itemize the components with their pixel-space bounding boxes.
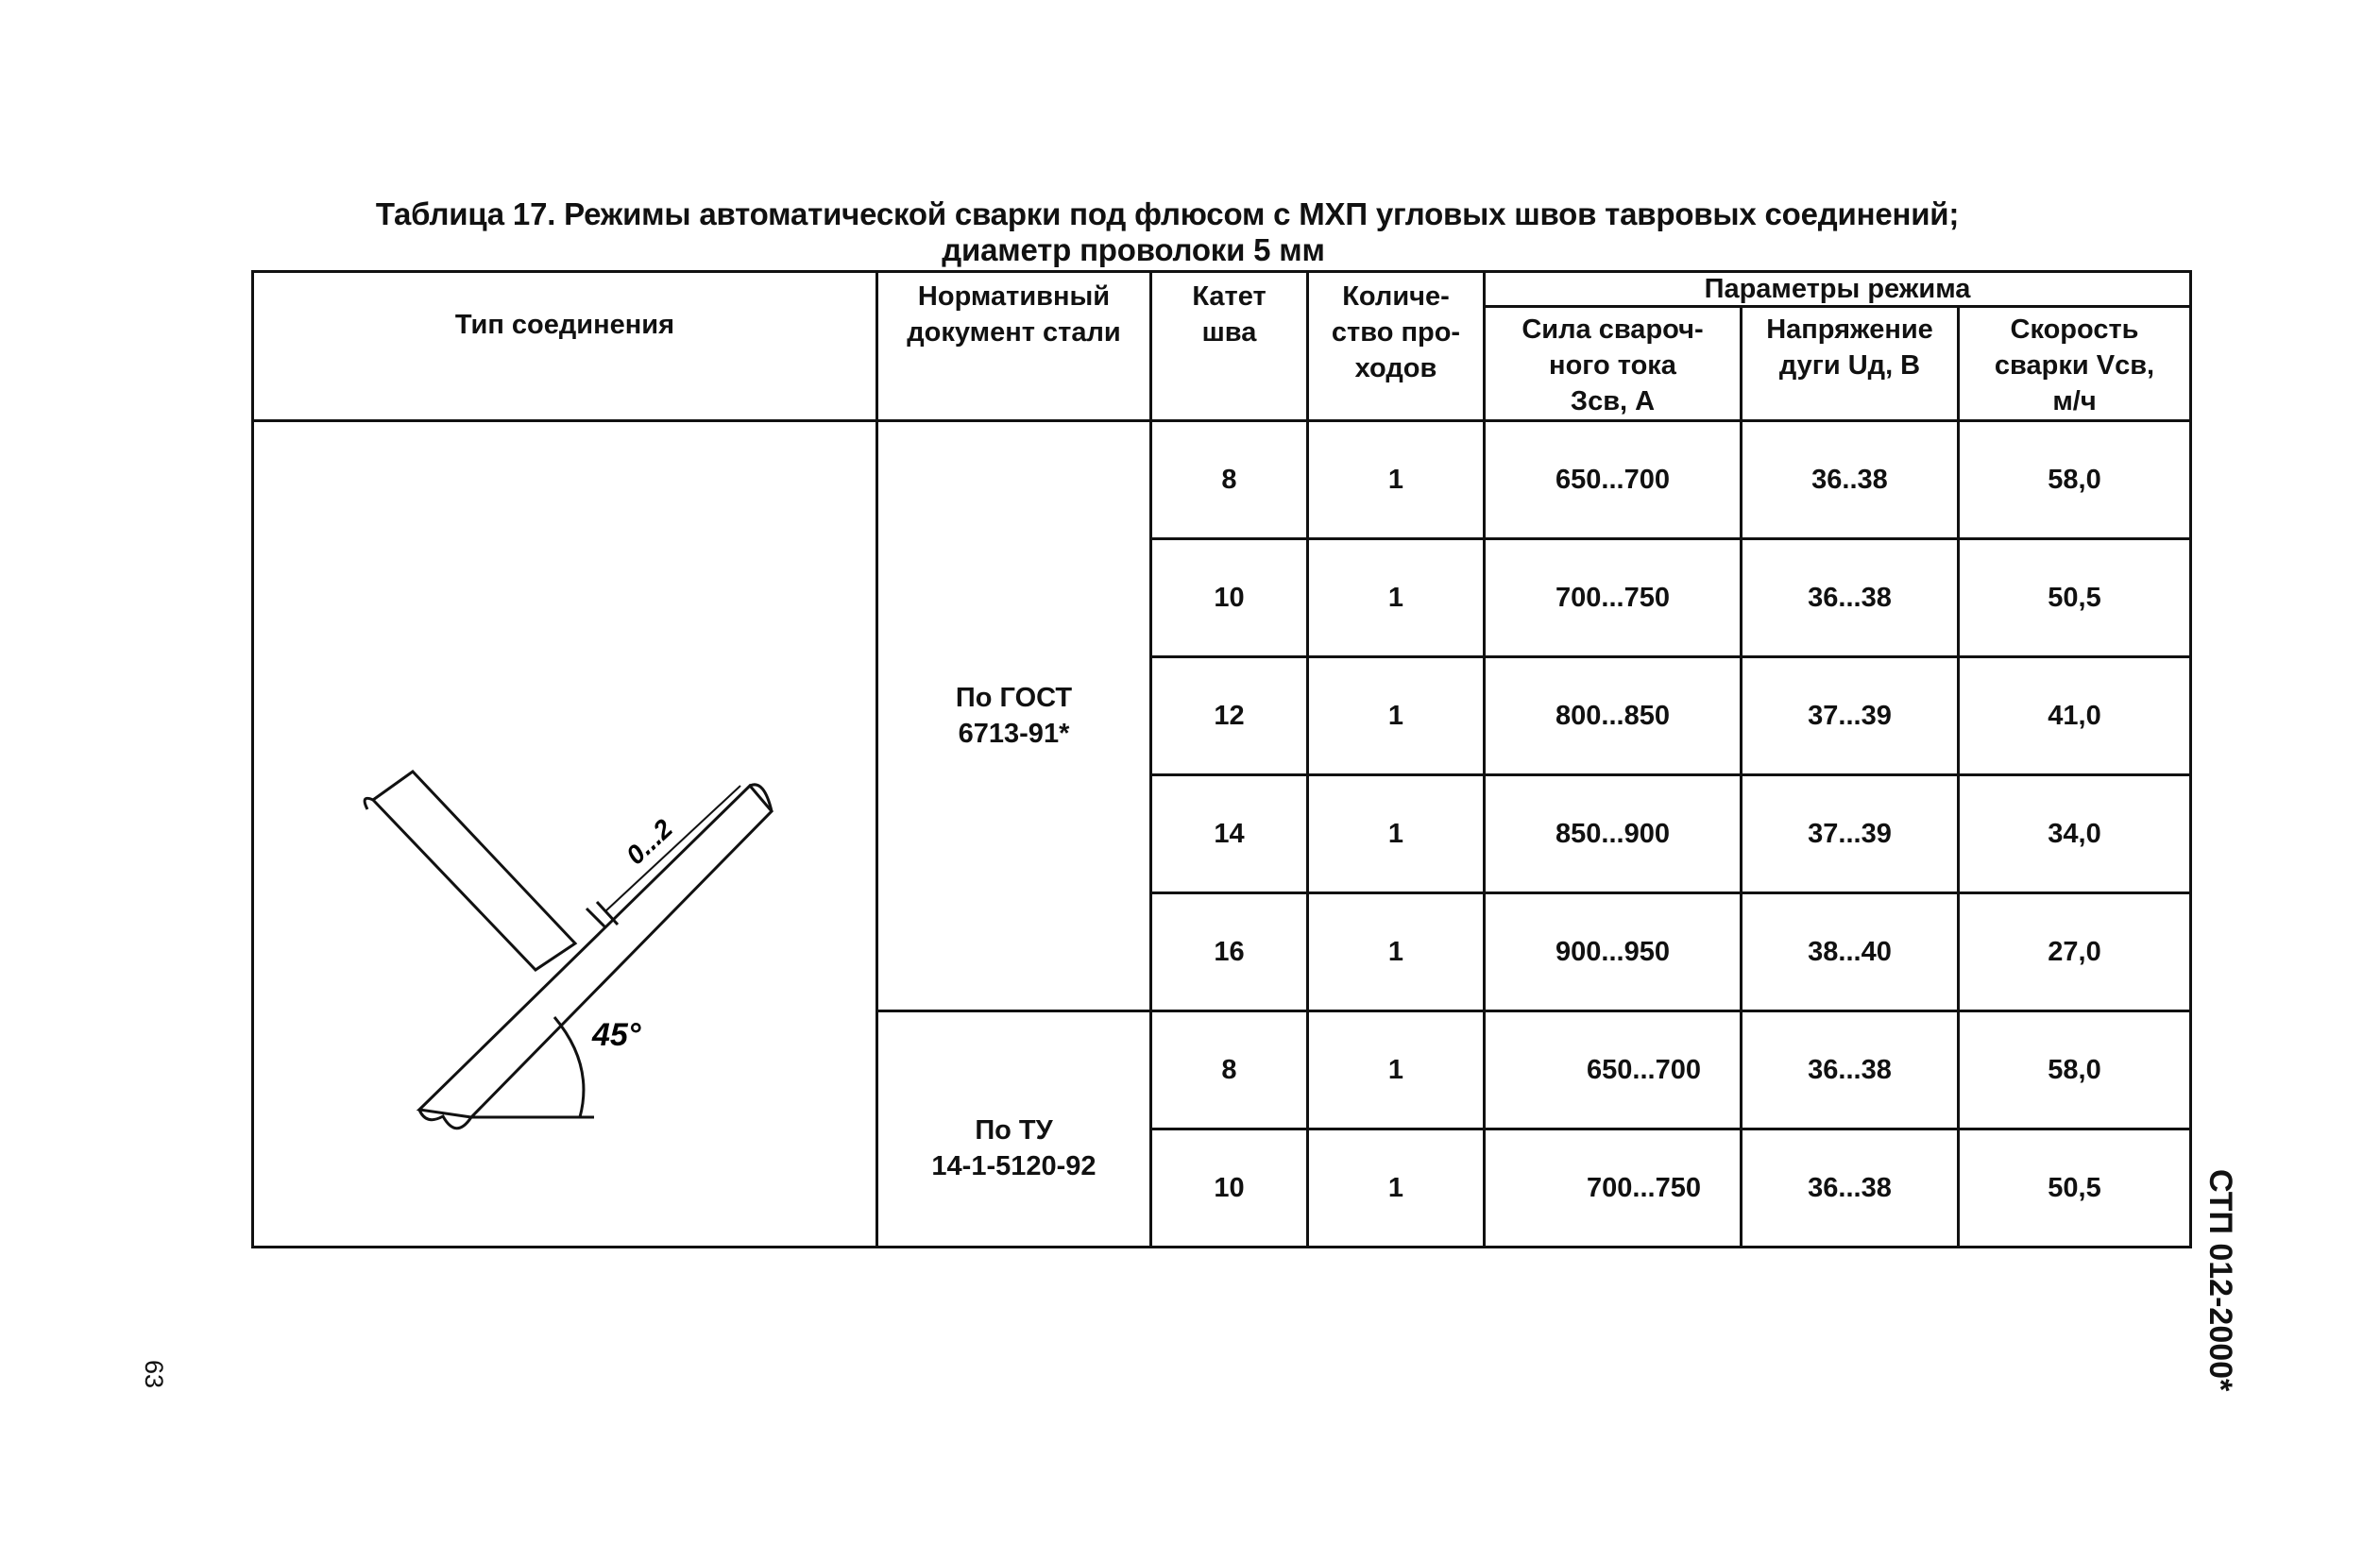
- header-current: Сила свароч- ного тока Зсв, А: [1485, 307, 1742, 421]
- cell-speed: 50,5: [1959, 1129, 2191, 1248]
- cell-passes: 1: [1308, 539, 1485, 657]
- cell-voltage: 36...38: [1742, 1129, 1959, 1248]
- cell-leg: 8: [1151, 1011, 1308, 1129]
- cell-voltage: 36..38: [1742, 421, 1959, 539]
- web-plate: [373, 772, 575, 970]
- table-row: [253, 421, 2191, 539]
- cell-current: 700...750: [1485, 1129, 1742, 1248]
- cell-speed: 50,5: [1959, 539, 2191, 657]
- cell-passes: 1: [1308, 657, 1485, 775]
- cell-speed: 41,0: [1959, 657, 2191, 775]
- cell-passes: 1: [1308, 421, 1485, 539]
- cell-leg: 8: [1151, 421, 1308, 539]
- header-leg: Катет шва: [1151, 272, 1308, 421]
- cell-leg: 12: [1151, 657, 1308, 775]
- tee-joint-drawing: [254, 422, 878, 1234]
- cell-speed: 34,0: [1959, 775, 2191, 893]
- cell-leg: 10: [1151, 1129, 1308, 1248]
- cell-voltage: 36...38: [1742, 1011, 1959, 1129]
- cell-current: 800...850: [1485, 657, 1742, 775]
- header-joint-type: Тип соединения: [253, 272, 877, 421]
- joint-drawing-cell: [253, 421, 877, 1248]
- header-norm-doc: Нормативный документ стали: [877, 272, 1151, 421]
- table-title: Таблица 17. Режимы автоматической сварки под флюсом с МХП угловых швов тавровых соединений;: [375, 196, 1960, 231]
- document-code: СТП 012-2000*: [2202, 1169, 2238, 1392]
- cell-leg: 10: [1151, 539, 1308, 657]
- header-passes: Количе- ство про- ходов: [1308, 272, 1485, 421]
- norm-doc-gost: По ГОСТ 6713-91*: [877, 421, 1151, 1011]
- cell-current: 850...900: [1485, 775, 1742, 893]
- gap-label: 0...2: [620, 813, 678, 871]
- welding-regime-table: [251, 270, 2192, 1248]
- header-params: Параметры режима: [1485, 272, 2191, 307]
- cell-speed: 27,0: [1959, 893, 2191, 1011]
- cell-passes: 1: [1308, 1129, 1485, 1248]
- page-number: 63: [140, 1360, 168, 1389]
- header-voltage: Напряжение дуги Uд, В: [1742, 307, 1959, 421]
- table-subtitle: диаметр проволоки 5 мм: [942, 232, 1325, 267]
- cell-current: 650...700: [1485, 1011, 1742, 1129]
- cell-speed: 58,0: [1959, 1011, 2191, 1129]
- cell-passes: 1: [1308, 893, 1485, 1011]
- cell-voltage: 37...39: [1742, 775, 1959, 893]
- cell-passes: 1: [1308, 775, 1485, 893]
- angle-arc: [554, 1017, 584, 1117]
- cell-current: 650...700: [1485, 421, 1742, 539]
- cell-current: 900...950: [1485, 893, 1742, 1011]
- cell-voltage: 37...39: [1742, 657, 1959, 775]
- cell-voltage: 38...40: [1742, 893, 1959, 1011]
- cell-passes: 1: [1308, 1011, 1485, 1129]
- cell-current: 700...750: [1485, 539, 1742, 657]
- header-speed: Скорость сварки Vсв, м/ч: [1959, 307, 2191, 421]
- cell-speed: 58,0: [1959, 421, 2191, 539]
- angle-label: 45°: [592, 1017, 641, 1053]
- cell-voltage: 36...38: [1742, 539, 1959, 657]
- norm-doc-tu: По ТУ 14-1-5120-92: [877, 1011, 1151, 1248]
- cell-leg: 16: [1151, 893, 1308, 1011]
- cell-leg: 14: [1151, 775, 1308, 893]
